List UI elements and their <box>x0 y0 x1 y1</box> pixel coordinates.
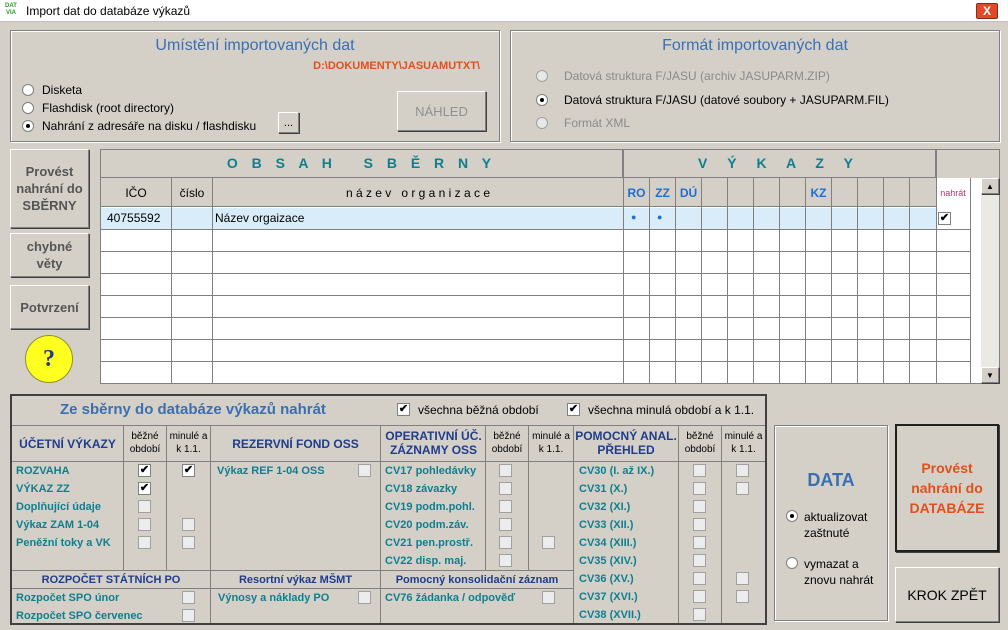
collection-header: O B S A H S B Ě R N Y <box>101 150 623 178</box>
section-operativni: OPERATIVNÍ ÚČ. ZÁZNAMY OSS <box>385 429 482 457</box>
op-cv22: CV22 disp. maj. <box>385 555 467 567</box>
label-flashdisk: Flashdisk (root directory) <box>42 101 175 115</box>
grid-line <box>936 150 937 383</box>
col-zz: ZZ <box>655 186 670 200</box>
cv18-bezne-checkbox[interactable] <box>499 482 512 495</box>
header-filler <box>937 150 999 178</box>
pom-cv31: CV31 (X.) <box>579 483 628 495</box>
error-records-button[interactable]: chybné věty <box>10 233 89 277</box>
cv37-minule-checkbox[interactable] <box>736 590 749 603</box>
ucetni-doplnujici: Doplňující údaje <box>16 501 101 513</box>
rozpocet-cervenec: Rozpočet SPO červenec <box>16 610 143 622</box>
section-resortni: Resortní výkaz MŠMT <box>238 574 353 586</box>
cv21-bezne-checkbox[interactable] <box>499 536 512 549</box>
scroll-up-button[interactable]: ▲ <box>981 178 999 194</box>
cv33-bezne-checkbox[interactable] <box>693 518 706 531</box>
op-cv17: CV17 pohledávky <box>385 465 477 477</box>
pom-cv35: CV35 (XIV.) <box>579 555 637 567</box>
op-cv18: CV18 závazky <box>385 483 458 495</box>
row1-zz-dot: ● <box>657 212 663 222</box>
cv36-minule-checkbox[interactable] <box>736 572 749 585</box>
close-button[interactable]: X <box>976 3 998 19</box>
section-rozpocet: ROZPOČET STÁTNÍCH PO <box>41 574 181 586</box>
header-bezne-2: běžné období <box>491 431 523 455</box>
pom-cv34: CV34 (XIII.) <box>579 537 637 549</box>
help-button[interactable]: ? <box>25 335 73 383</box>
grid-line <box>210 426 211 623</box>
radio-directory[interactable] <box>22 120 34 132</box>
pom-cv36: CV36 (XV.) <box>579 573 634 585</box>
pom-cv30: CV30 (I. až IX.) <box>579 465 655 477</box>
header-bezne-1: běžné období <box>129 431 161 455</box>
op-cv20: CV20 podm.záv. <box>385 519 469 531</box>
section-konsolidacni: Pomocný konsolidační záznam <box>395 574 559 586</box>
rozvaha-minule-checkbox[interactable]: ✔ <box>183 464 194 476</box>
grid-line <box>779 178 780 383</box>
col-ico: IČO <box>125 186 147 200</box>
back-button[interactable]: KROK ZPĚT <box>895 567 999 622</box>
header-minule-2: minulé a k 1.1. <box>532 431 570 455</box>
browse-button[interactable]: ... <box>278 112 299 133</box>
window-title: Import dat do databáze výkazů <box>26 4 191 18</box>
op-cv19: CV19 podm.pohl. <box>385 501 475 513</box>
grid-line <box>12 425 765 426</box>
grid-line <box>12 588 573 589</box>
header-minule-3: minulé a k 1.1. <box>724 431 763 455</box>
format-title: Formát importovaných dat <box>662 37 848 54</box>
ucetni-vykaz-zz: VÝKAZ ZZ <box>16 483 70 495</box>
grid-line <box>883 178 884 383</box>
cv38-bezne-checkbox[interactable] <box>693 608 706 621</box>
grid-line <box>101 295 970 296</box>
cv37-bezne-checkbox[interactable] <box>693 590 706 603</box>
grid-line <box>101 361 970 362</box>
row1-name: Název orgaizace <box>215 211 305 225</box>
penezni-minule-checkbox[interactable] <box>182 536 195 549</box>
cv31-bezne-checkbox[interactable] <box>693 482 706 495</box>
label-format-fil: Datová struktura F/JASU (datové soubory + JASUPARM.FIL) <box>564 93 889 107</box>
cv35-bezne-checkbox[interactable] <box>693 554 706 567</box>
grid-line <box>101 339 970 340</box>
ucetni-penezni-toky: Peněžní toky a VK <box>16 537 111 549</box>
grid-line <box>831 178 832 383</box>
label-clear-reload: vymazat a znovu nahrát <box>804 557 874 587</box>
grid-line <box>623 150 624 383</box>
all-current-label: všechna běžná období <box>418 403 539 417</box>
cv20-bezne-checkbox[interactable] <box>499 518 512 531</box>
rezervni-ref: Výkaz REF 1-04 OSS <box>217 465 325 477</box>
vykaz-zz-bezne-checkbox[interactable]: ✔ <box>139 482 150 494</box>
cv30-bezne-checkbox[interactable] <box>693 464 706 477</box>
row1-ico: 40755592 <box>107 211 161 225</box>
pom-cv32: CV32 (XI.) <box>579 501 631 513</box>
row1-ro-dot: ● <box>631 212 637 222</box>
grid-line <box>101 229 970 230</box>
pom-cv38: CV38 (XVII.) <box>579 609 641 621</box>
grid-line <box>909 178 910 383</box>
header-minule-1: minulé a k 1.1. <box>169 431 208 455</box>
rozvaha-bezne-checkbox[interactable]: ✔ <box>139 464 150 476</box>
rozpocet-cervenec-checkbox[interactable] <box>182 609 195 622</box>
zam-bezne-checkbox[interactable] <box>138 518 151 531</box>
app-icon: DAT VIA <box>5 3 17 16</box>
import-to-collection-button[interactable]: Provést nahrání do SBĚRNY <box>10 149 89 228</box>
col-nahrat: nahrát <box>940 188 966 198</box>
radio-update[interactable] <box>786 510 798 522</box>
confirm-button[interactable]: Potvrzení <box>10 285 89 329</box>
radio-format-fil[interactable] <box>536 94 548 106</box>
ucetni-rozvaha: ROZVAHA <box>16 465 70 477</box>
grid-line <box>649 178 650 383</box>
doplnujici-bezne-checkbox[interactable] <box>138 500 151 513</box>
cv19-bezne-checkbox[interactable] <box>499 500 512 513</box>
resortni-vynosy: Výnosy a náklady PO <box>218 592 330 604</box>
import-path: D:\DOKUMENTY\JASUAMUTXT\ <box>313 60 480 72</box>
pom-cv37: CV37 (XVI.) <box>579 591 638 603</box>
rozpocet-unor-checkbox[interactable] <box>182 591 195 604</box>
import-to-database-button[interactable]: Provést nahrání do DATABÁZE <box>895 424 999 552</box>
cv32-bezne-checkbox[interactable] <box>693 500 706 513</box>
label-update: aktualizovat zaštnuté <box>804 510 868 540</box>
grid-line <box>805 178 806 383</box>
all-past-label: všechna minulá období a k 1.1. <box>588 403 755 417</box>
grid-line <box>753 178 754 383</box>
label-disketa: Disketa <box>42 83 83 97</box>
cv34-bezne-checkbox[interactable] <box>693 536 706 549</box>
cv31-minule-checkbox[interactable] <box>736 482 749 495</box>
label-directory: Nahrání z adresáře na disku / flashdisku <box>42 119 257 133</box>
section-pomocny: POMOCNÝ ANAL. PŘEHLED <box>575 429 677 457</box>
ref-checkbox[interactable] <box>358 464 371 477</box>
radio-format-zip[interactable] <box>536 70 548 82</box>
radio-disketa[interactable] <box>22 84 34 96</box>
cv17-bezne-checkbox[interactable] <box>499 464 512 477</box>
grid-line <box>857 178 858 383</box>
col-ro: RO <box>627 186 646 200</box>
grid-line <box>212 178 213 383</box>
title-bar <box>0 0 1008 22</box>
pom-cv33: CV33 (XII.) <box>579 519 634 531</box>
grid-line <box>171 178 172 383</box>
col-kz: KZ <box>810 186 827 200</box>
penezni-bezne-checkbox[interactable] <box>138 536 151 549</box>
col-cislo: číslo <box>179 186 205 200</box>
grid-line <box>101 317 970 318</box>
ucetni-zam: Výkaz ZAM 1-04 <box>16 519 100 531</box>
cv76-checkbox[interactable] <box>542 591 555 604</box>
cv30-minule-checkbox[interactable] <box>736 464 749 477</box>
reports-header: V Ý K A Z Y <box>624 150 936 178</box>
grid-line <box>12 461 765 462</box>
grid-line <box>701 178 702 383</box>
data-mode-title: DATA <box>807 470 855 490</box>
rozpocet-unor: Rozpočet SPO únor <box>16 592 120 604</box>
grid-line <box>727 178 728 383</box>
radio-flashdisk[interactable] <box>22 102 34 114</box>
grid-line <box>101 273 970 274</box>
cv22-bezne-checkbox[interactable] <box>499 554 512 567</box>
col-du: DÚ <box>679 186 698 200</box>
label-format-xml: Formát XML <box>564 116 631 130</box>
radio-format-xml[interactable] <box>536 117 548 129</box>
grid-line <box>970 178 971 383</box>
grid-line <box>101 251 970 252</box>
col-name: n á z e v o r g a n i z a c e <box>345 186 491 200</box>
header-bezne-3: běžné období <box>684 431 716 455</box>
location-title: Umístění importovaných dat <box>155 37 355 54</box>
radio-clear-reload[interactable] <box>786 557 798 569</box>
section-ucetni: ÚČETNÍ VÝKAZY <box>19 437 116 451</box>
op-cv21: CV21 pen.prostř. <box>385 537 474 549</box>
section-rezervni: REZERVNÍ FOND OSS <box>232 437 359 451</box>
grid-scrollbar[interactable] <box>981 178 999 383</box>
grid-line <box>675 178 676 383</box>
row1-import-checkbox[interactable]: ✔ <box>939 212 950 224</box>
resortni-checkbox[interactable] <box>358 591 371 604</box>
label-format-zip: Datová struktura F/JASU (archiv JASUPARM.ZIP) <box>564 69 830 83</box>
cv36-bezne-checkbox[interactable] <box>693 572 706 585</box>
all-current-checkbox[interactable]: ✔ <box>398 403 409 415</box>
zam-minule-checkbox[interactable] <box>182 518 195 531</box>
all-past-checkbox[interactable]: ✔ <box>568 403 579 415</box>
grid-line <box>12 570 573 571</box>
import-selection-title: Ze sběrny do databáze výkazů nahrát <box>60 401 326 418</box>
preview-button[interactable]: NÁHLED <box>397 91 486 131</box>
grid-line <box>380 426 381 623</box>
konsolid-cv76: CV76 žádanka / odpověď <box>385 592 516 604</box>
cv21-minule-checkbox[interactable] <box>542 536 555 549</box>
scroll-down-button[interactable]: ▼ <box>981 367 999 383</box>
